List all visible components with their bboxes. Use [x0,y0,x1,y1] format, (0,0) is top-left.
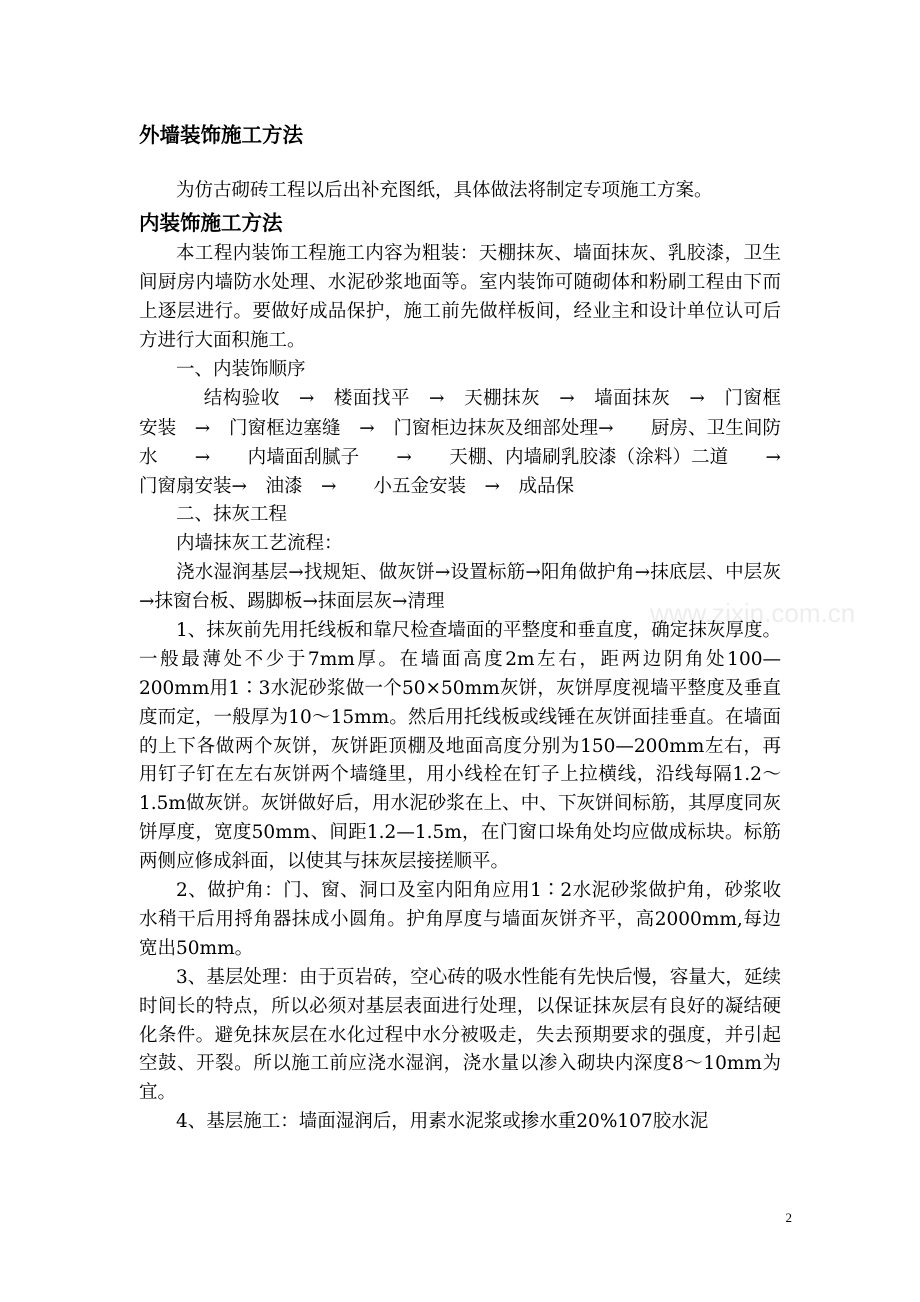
heading-exterior-decoration: 外墙装饰施工方法 [139,123,303,147]
paragraph-step-1: 1、抹灰前先用托线板和靠尺检查墙面的平整度和垂直度，确定抹灰厚度。一般最薄处不少于7mm厚。在墙面高度2m左右，距两边阴角处100—200mm用1∶3水泥砂浆做一个50×50mm灰饼，灰饼厚度视墙平整度及垂直度而定，一般厚为10～15mm。然后用托线板或线锤在灰饼面挂垂直。在墙面的上下各做两个灰饼，灰饼距顶棚及地面高度分别为150—200mm左右，再用钉子钉在左右灰饼两个墙缝里，用小线栓在钉子上拉横线，沿线每隔1.2～1.5m做灰饼。灰饼做好后，用水泥砂浆在上、中、下灰饼间标筋，其厚度同灰饼厚度，宽度50mm、间距1.2—1.5m，在门窗口垛角处均应做成标块。标筋两侧应修成斜面，以使其与抹灰层接搓顺平。 [139,619,781,873]
subheading-plaster-process: 内墙抹灰工艺流程： [176,533,343,555]
paragraph-interior-intro: 本工程内装饰工程施工内容为粗装：天棚抹灰、墙面抹灰、乳胶漆，卫生间厨房内墙防水处理、水泥砂浆地面等。室内装饰可随砌体和粉刷工程由下而上逐层进行。要做好成品保护，施工前先做样板间，经业主和设计单位认可后方进行大面积施工。 [139,242,781,351]
watermark: www.zixin.com.cn [650,598,856,628]
paragraph-decoration-order-flow: 结构验收 → 楼面找平 → 天棚抹灰 → 墙面抹灰 → 门窗框安装 → 门窗框边塞缝 → 门窗柜边抹灰及细部处理→ 厨房、卫生间防水 → 内墙面刮腻子 → 天棚、内墙刷乳胶漆（涂料）二道 → 门窗扇安装→ 油漆 → 小五金安装 → 成品保 [139,388,800,498]
subheading-decoration-order: 一、内装饰顺序 [176,358,306,380]
page-number: 2 [785,1210,792,1225]
heading-interior-decoration: 内装饰施工方法 [139,210,283,235]
paragraph-step-3: 3、基层处理：由于页岩砖，空心砖的吸水性能有先快后慢，容量大，延续时间长的特点，所以必须对基层表面进行处理，以保证抹灰层有良好的凝结硬化条件。避免抹灰层在水化过程中水分被吸走，失去预期要求的强度，并引起空鼓、开裂。所以施工前应浇水湿润，浇水量以渗入砌块内深度8～10mm为宜。 [139,966,781,1104]
paragraph-exterior: 为仿古砌砖工程以后出补充图纸，具体做法将制定专项施工方案。 [176,180,713,201]
paragraph-step-4: 4、基层施工：墙面湿润后，用素水泥浆或掺水重20%107胶水泥 [176,1111,709,1133]
paragraph-step-2: 2、做护角：门、窗、洞口及室内阳角应用1∶2水泥砂浆做护角，砂浆收水稍干后用捋角器抹成小圆角。护角厚度与墙面灰饼齐平，高2000mm,每边宽出50mm。 [139,880,781,959]
subheading-plastering: 二、抹灰工程 [176,504,288,526]
document-body [139,118,800,1137]
paragraph-plaster-process-flow: 浇水湿润基层→找规矩、做灰饼→设置标筋→阳角做护角→抹底层、中层灰→抹窗台板、踢脚板→抹面层灰→清理 [139,562,781,612]
